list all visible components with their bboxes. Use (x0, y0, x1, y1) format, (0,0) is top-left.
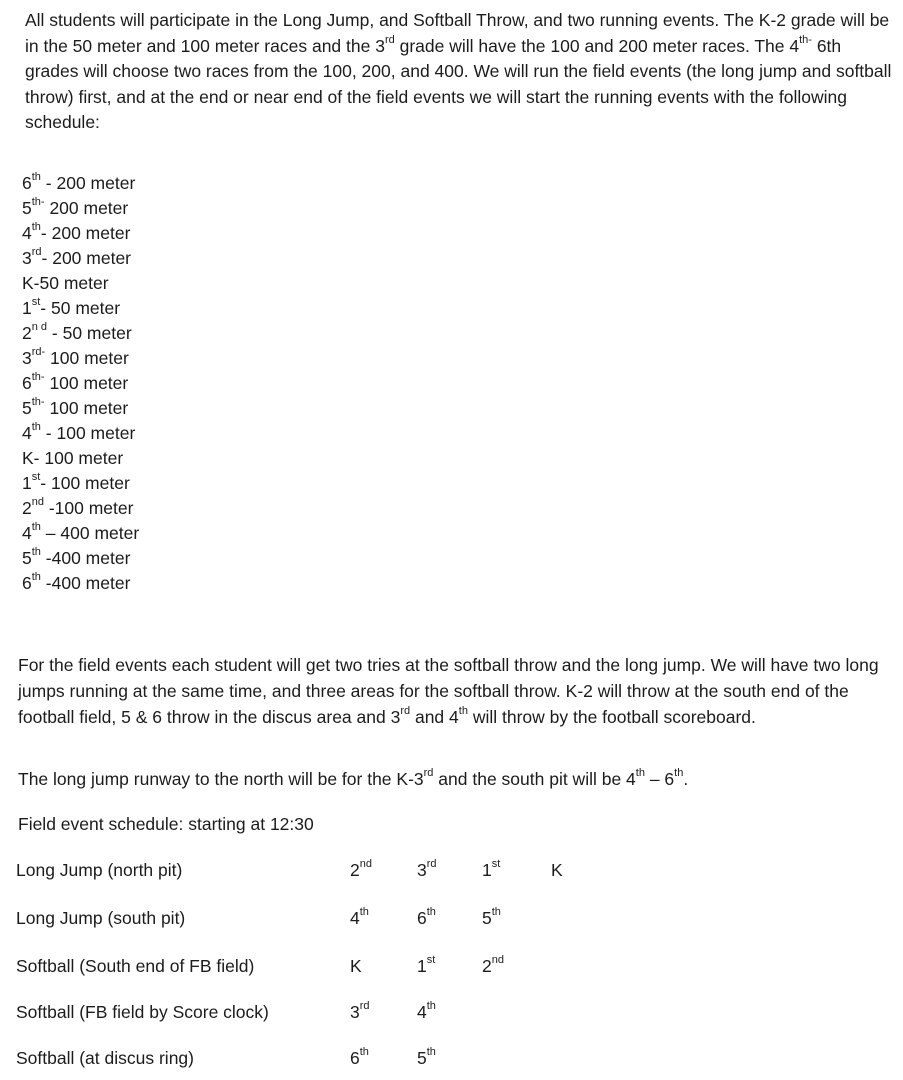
running-schedule-item: 4th – 400 meter (22, 521, 140, 543)
running-schedule-item: 2nd -100 meter (22, 496, 134, 518)
field-schedule-cell: 5th (417, 1046, 436, 1068)
field-schedule-row (16, 857, 896, 883)
running-schedule-item: 6th - 200 meter (22, 171, 136, 193)
field-schedule-cell: 2nd (350, 858, 372, 880)
field-schedule-cell: 4th (350, 906, 369, 928)
intro-text: All students will participate in the Long Jump, and Softball Throw, and two running events. The K-2 grade will be in the 50 meter and 100 meter races and the 3rd grade will have the 100 and 200 meter races. The $4^{th-}$ 6th grades will choose two races from the 100, 200, and 400. We will run the field events (the long jump and softball throw) first, and at the end or near end of the field events we will start the running events with the following schedule: (25, 10, 892, 132)
field-schedule-row-label: Long Jump (south pit) (16, 908, 186, 928)
running-schedule-list (22, 171, 139, 596)
running-schedule-item: $5^{th-}$ 100 meter (22, 396, 129, 418)
field-schedule-row-label: Softball (South end of FB field) (16, 956, 255, 976)
field-schedule-row (16, 953, 896, 979)
running-schedule-item: 3rd- 200 meter (22, 246, 131, 268)
running-schedule-item: $5^{th-}$ 200 meter (22, 196, 129, 218)
field-schedule-cell: 6th (350, 1046, 369, 1068)
running-schedule-item: K-50 meter (22, 273, 109, 293)
running-schedule-item: 4th - 100 meter (22, 421, 136, 443)
long-jump-runway-text: The long jump runway to the north will be for the K-3rd and the south pit will be 4th – 6th. (18, 767, 689, 789)
field-schedule-cell: 5th (482, 906, 501, 928)
field-schedule-cell: 4th (417, 1000, 436, 1022)
field-schedule-row-label: Softball (FB field by Score clock) (16, 1002, 269, 1022)
running-schedule-item: 4th- 200 meter (22, 221, 131, 243)
field-schedule-row (16, 905, 896, 931)
field-schedule-row-label: Long Jump (north pit) (16, 860, 183, 880)
field-events-paragraph (18, 652, 888, 730)
running-schedule-item: K- 100 meter (22, 448, 124, 468)
running-schedule-item: $6^{th-}$ 100 meter (22, 371, 129, 393)
field-schedule-cell: 3rd (350, 1000, 370, 1022)
field-schedule-row-label: Softball (at discus ring) (16, 1048, 194, 1068)
field-schedule-title: Field event schedule: starting at 12:30 (18, 814, 314, 834)
running-schedule-item: 1st- 50 meter (22, 296, 121, 318)
running-schedule-item: $2^{n d} - 50$ meter (22, 321, 132, 343)
field-schedule-cell: K (350, 956, 362, 976)
field-schedule-cell: 6th (417, 906, 436, 928)
running-schedule-item: 5th -400 meter (22, 546, 131, 568)
field-schedule-cell: K (551, 860, 563, 880)
field-schedule-row (16, 1045, 896, 1071)
field-schedule-cell: 2nd (482, 954, 504, 976)
intro-paragraph (25, 8, 895, 136)
running-schedule-item: $3^{rd-}$ 100 meter (22, 346, 129, 368)
field-schedule-cell: 1st (482, 858, 501, 880)
running-schedule-item: 1st- 100 meter (22, 471, 130, 493)
field-schedule-row (16, 999, 896, 1025)
field-schedule-cell: 1st (417, 954, 436, 976)
field-schedule-cell: 3rd (417, 858, 437, 880)
field-events-text: For the field events each student will get two tries at the softball throw and the long jump. We will have two long jumps running at the same time, and three areas for the softball throw. K-2 will throw at the south end of the football field, 5 & 6 throw in the discus area and 3rd and 4th will throw by the football scoreboard. (18, 655, 879, 727)
running-schedule-item: 6th -400 meter (22, 571, 131, 593)
